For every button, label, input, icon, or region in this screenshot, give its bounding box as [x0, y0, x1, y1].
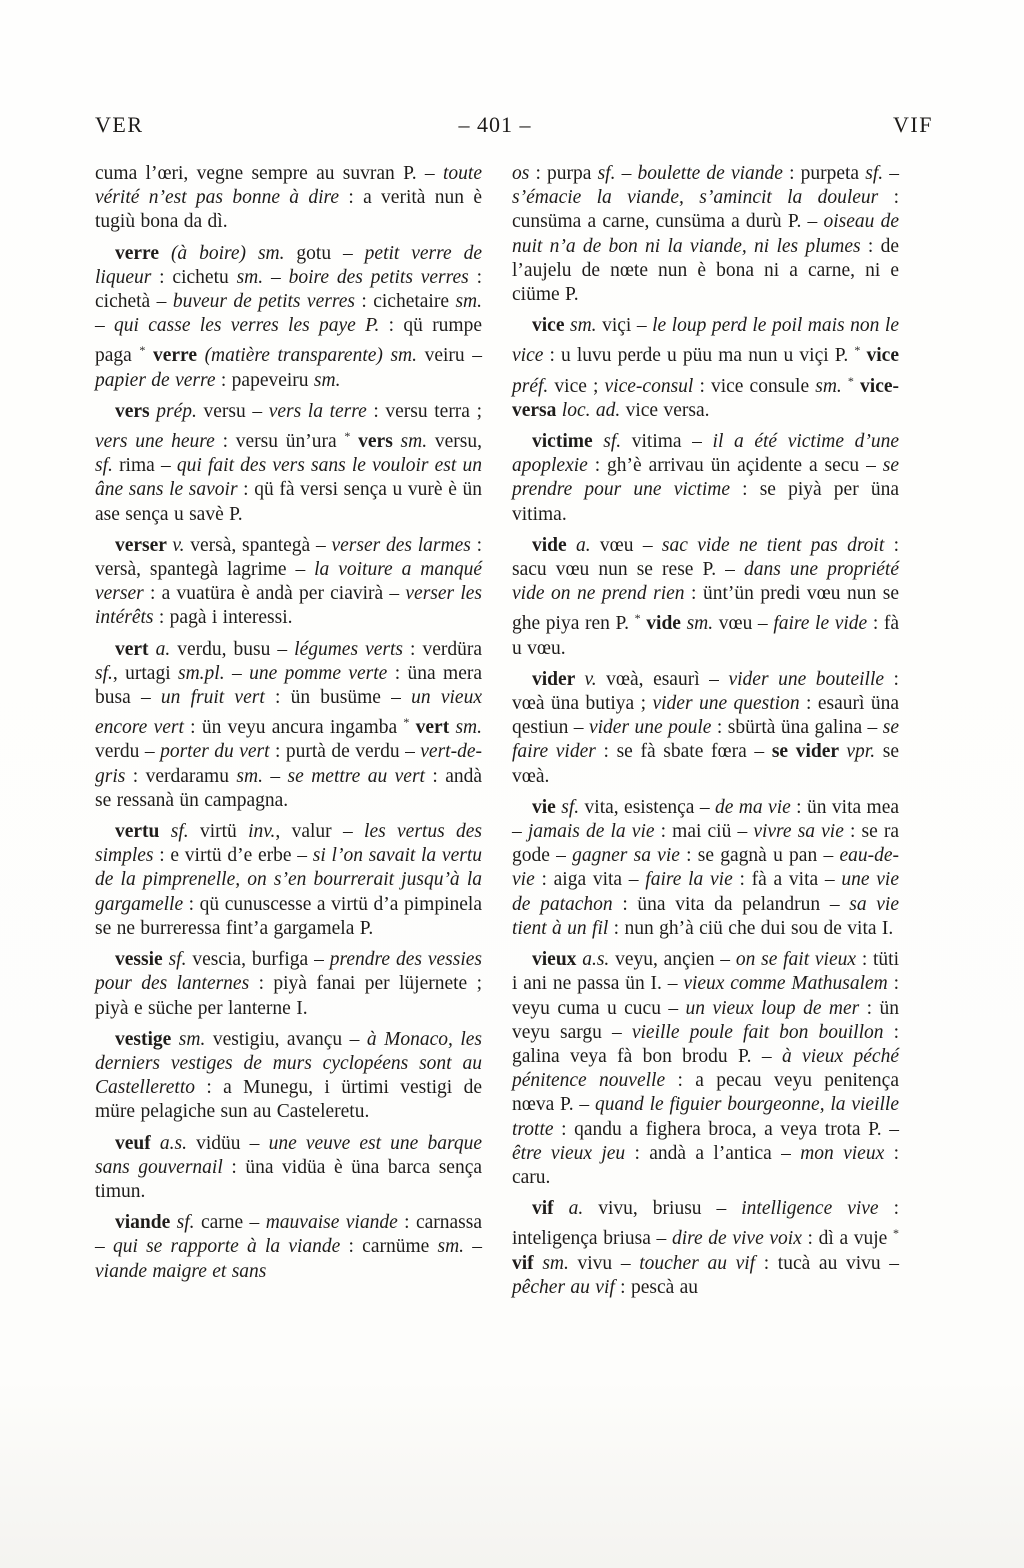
entry-viande: viande sf. carne – mauvaise viande : carnassa – qui se rapporte à la viande : carnüme sm. – viande maigre et sans — [95, 1212, 483, 1282]
header-guideword-right: VIF — [893, 112, 933, 137]
running-head — [95, 112, 933, 142]
entry-verite-continuation: cuma l’œri, vegne sempre au suvran P. – toute vérité n’est pas bonne à dire : a verità nun è tugiù bona da dì. — [95, 163, 482, 233]
entry-veuf: veuf a.s. vidüu – une veuve est une barque sans gouvernail : üna vidüa è üna barca sença timun. — [95, 1132, 483, 1202]
column-right — [512, 162, 899, 1307]
entry-verser: verser v. versà, spantegà – verser des larmes : versà, spantegà lagrime – la voiture a manqué verser : a vuatüra è andà per ciavirà – verser les intérêts : pagà i interessi. — [95, 534, 482, 629]
text-block — [95, 162, 899, 1307]
entry-vice: vice sm. viçi – le loup perd le poil mais non le vice : u luvu perde u püu ma nun u viçi P. * vice préf. vice ; vice-consul : vice consule sm. * vice-versa loc. ad. vice versa. — [512, 315, 900, 421]
entry-vider: vider v. vœà, esaurì – vider une bouteille : vœà üna butiya ; vider une question : esaurì üna qestiun – vider une poule : sbürtà üna galina – se faire vider : se fà sbate fœra – se vider vpr. se vœà. — [512, 668, 900, 787]
entry-vertu: vertu sf. virtü inv., valur – les vertus des simples : e virtü d’e erbe – si l’on savait la vertu de la pimprenelle, on s’en bourrerait jusqu’à la gargamelle : qü cunuscesse a virtü d’a pimpinela se ne burreressa fint’a gargamela P. — [95, 821, 483, 939]
entry-vert: vert a. verdu, busu – légumes verts : verdüra sf., urtagi sm.pl. – une pomme verte : üna mera busa – un fruit vert : ün busüme – un vieux encore vert : ün veyu ancura ingamba * vert sm. verdu – porter du vert : purtà de verdu – vert-de-gris : verdaramu sm. – se mettre au vert : andà se ressanà ün campagna. — [95, 638, 483, 811]
entry-verre: verre (à boire) sm. gotu – petit verre de liqueur : cichetu sm. – boire des petits verres : cichetà – buveur de petits verres : cichetaire sm. – qui casse les verres les paye P. : qü rumpe paga * verre (matière transparente) sm. veiru – papier de verre : papeveiru sm. — [95, 242, 483, 391]
entry-vieux: vieux a.s. veyu, ançien – on se fait vieux : tüti i ani ne passa ün I. – vieux comme Mathusalem : veyu cuma u cucu – un vieux loup de mer : ün veyu sargu – vieille poule fait bon bouillon : galina veya fà bon brodu P. – à vieux péché pénitence nouvelle : a pecau veyu penitença nœva P. – quand le figuier bourgeonne, la vieille trotte : qandu a fighera broca, a veya trota P. – être vieux jeu : andà a l’antica – mon vieux : caru. — [512, 949, 900, 1188]
column-left — [95, 162, 482, 1307]
entry-vie: vie sf. vita, esistença – de ma vie : ün vita mea – jamais de la vie : mai ciü – vivre sa vie : se ra gode – gagner sa vie : se gagnà u pan – eau-de-vie : aiga vita – faire la vie : fà a vita – une vie de patachon : üna vita da pelandrun – sa vie tient à un fil : nun gh’à ciü che dui sou de vita I. — [512, 796, 900, 939]
entry-vif: vif a. vivu, briusu – intelligence vive : inteligença briusa – dire de vive voix : dì a vuje * vif sm. vivu – toucher au vif : tucà au vivu – pêcher au vif : pescà au — [512, 1198, 900, 1298]
page-number: – 401 – — [458, 112, 532, 137]
entry-vessie: vessie sf. vescia, burfiga – prendre des vessies pour des lanternes : piyà fanai per lüjernete ; piyà e süche per lanterne I. — [95, 949, 482, 1019]
entry-vestige: vestige sm. vestigiu, avançu – à Monaco, les derniers vestiges de murs cyclopéens sont au Castelleretto : a Munegu, i ürtimi vestigi de müre pelagiche sun au Casteleretu. — [95, 1028, 483, 1123]
header-guideword-left: VER — [95, 112, 144, 137]
entry-victime: victime sf. vitima – il a été victime d’une apoplexie : gh’è arrivau ün açidente a secu – se prendre pour une victime : se piyà per üna vitima. — [512, 431, 899, 525]
entry-vide: vide a. vœu – sac vide ne tient pas droit : sacu vœu nun se rese P. – dans une propriété vide on ne prend rien : ünt’ün predi vœu nun se ghe piya ren P. * vide sm. vœu – faire le vide : fà u vœu. — [512, 534, 900, 659]
entry-viande-continuation: os : purpa sf. – boulette de viande : purpeta sf. – s’émacie la viande, s’amincit la douleur : cunsüma a carne, cunsüma a durù P. – oiseau de nuit n’a de bon ni la viande, ni les plumes : de l’aujelu de nœte nun è bona ni a carne, ni e ciüme P. — [512, 163, 900, 306]
entry-vers: vers prép. versu – vers la terre : versu terra ; vers une heure : versu ün’ura * vers sm. versu, sf. rima – qui fait des vers sans le vouloir est un âne sans le savoir : qü fà versi sença u vurè è ün ase sença u savè P. — [95, 400, 482, 525]
